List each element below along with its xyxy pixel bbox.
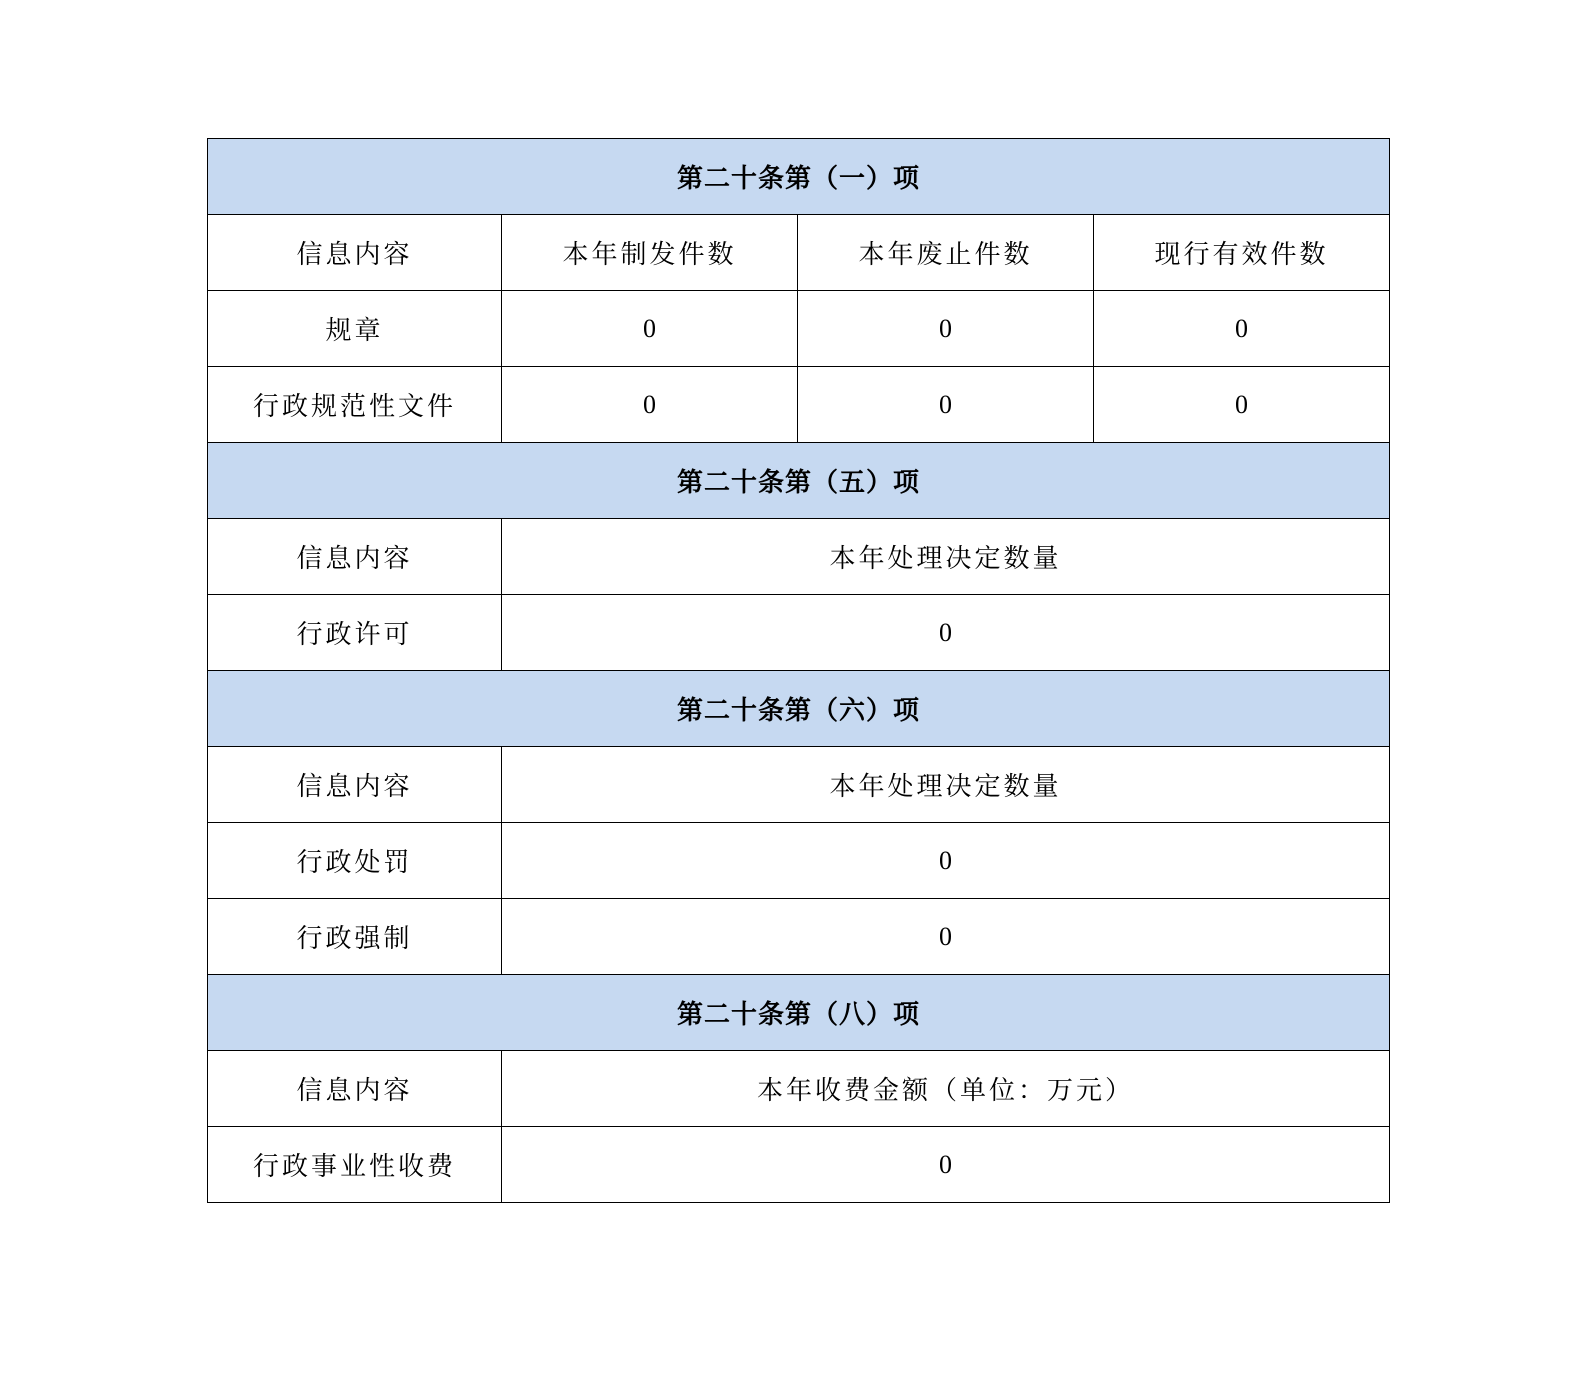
section-header-row	[208, 139, 1390, 215]
section-title: 第二十条第（六）项	[208, 671, 1390, 747]
section-header-row	[208, 671, 1390, 747]
column-header-row	[208, 215, 1390, 291]
table-row	[208, 1127, 1390, 1203]
section-title: 第二十条第（五）项	[208, 443, 1390, 519]
value-cell: 0	[1094, 291, 1390, 367]
value-cell: 0	[502, 899, 1390, 975]
header-cell-info-content: 信息内容	[208, 1051, 502, 1127]
header-cell-info-content: 信息内容	[208, 519, 502, 595]
value-cell: 0	[502, 1127, 1390, 1203]
header-cell-decision-count: 本年处理决定数量	[502, 747, 1390, 823]
row-label: 规章	[208, 291, 502, 367]
row-label: 行政处罚	[208, 823, 502, 899]
header-cell-fee-amount: 本年收费金额（单位：万元）	[502, 1051, 1390, 1127]
table-row	[208, 595, 1390, 671]
section-title: 第二十条第（一）项	[208, 139, 1390, 215]
section-header-row	[208, 975, 1390, 1051]
disclosure-table	[207, 138, 1390, 1203]
value-cell: 0	[1094, 367, 1390, 443]
value-cell: 0	[798, 367, 1094, 443]
table-row	[208, 367, 1390, 443]
value-cell: 0	[502, 595, 1390, 671]
row-label: 行政事业性收费	[208, 1127, 502, 1203]
header-cell-decision-count: 本年处理决定数量	[502, 519, 1390, 595]
section-title: 第二十条第（八）项	[208, 975, 1390, 1051]
value-cell: 0	[502, 823, 1390, 899]
table-row	[208, 899, 1390, 975]
row-label: 行政规范性文件	[208, 367, 502, 443]
table-row	[208, 291, 1390, 367]
column-header-row	[208, 519, 1390, 595]
header-cell-info-content: 信息内容	[208, 215, 502, 291]
row-label: 行政许可	[208, 595, 502, 671]
header-cell-repealed-count: 本年废止件数	[798, 215, 1094, 291]
header-cell-valid-count: 现行有效件数	[1094, 215, 1390, 291]
column-header-row	[208, 1051, 1390, 1127]
value-cell: 0	[502, 291, 798, 367]
table-row	[208, 823, 1390, 899]
header-cell-info-content: 信息内容	[208, 747, 502, 823]
value-cell: 0	[798, 291, 1094, 367]
row-label: 行政强制	[208, 899, 502, 975]
value-cell: 0	[502, 367, 798, 443]
column-header-row	[208, 747, 1390, 823]
header-cell-issued-count: 本年制发件数	[502, 215, 798, 291]
section-header-row	[208, 443, 1390, 519]
